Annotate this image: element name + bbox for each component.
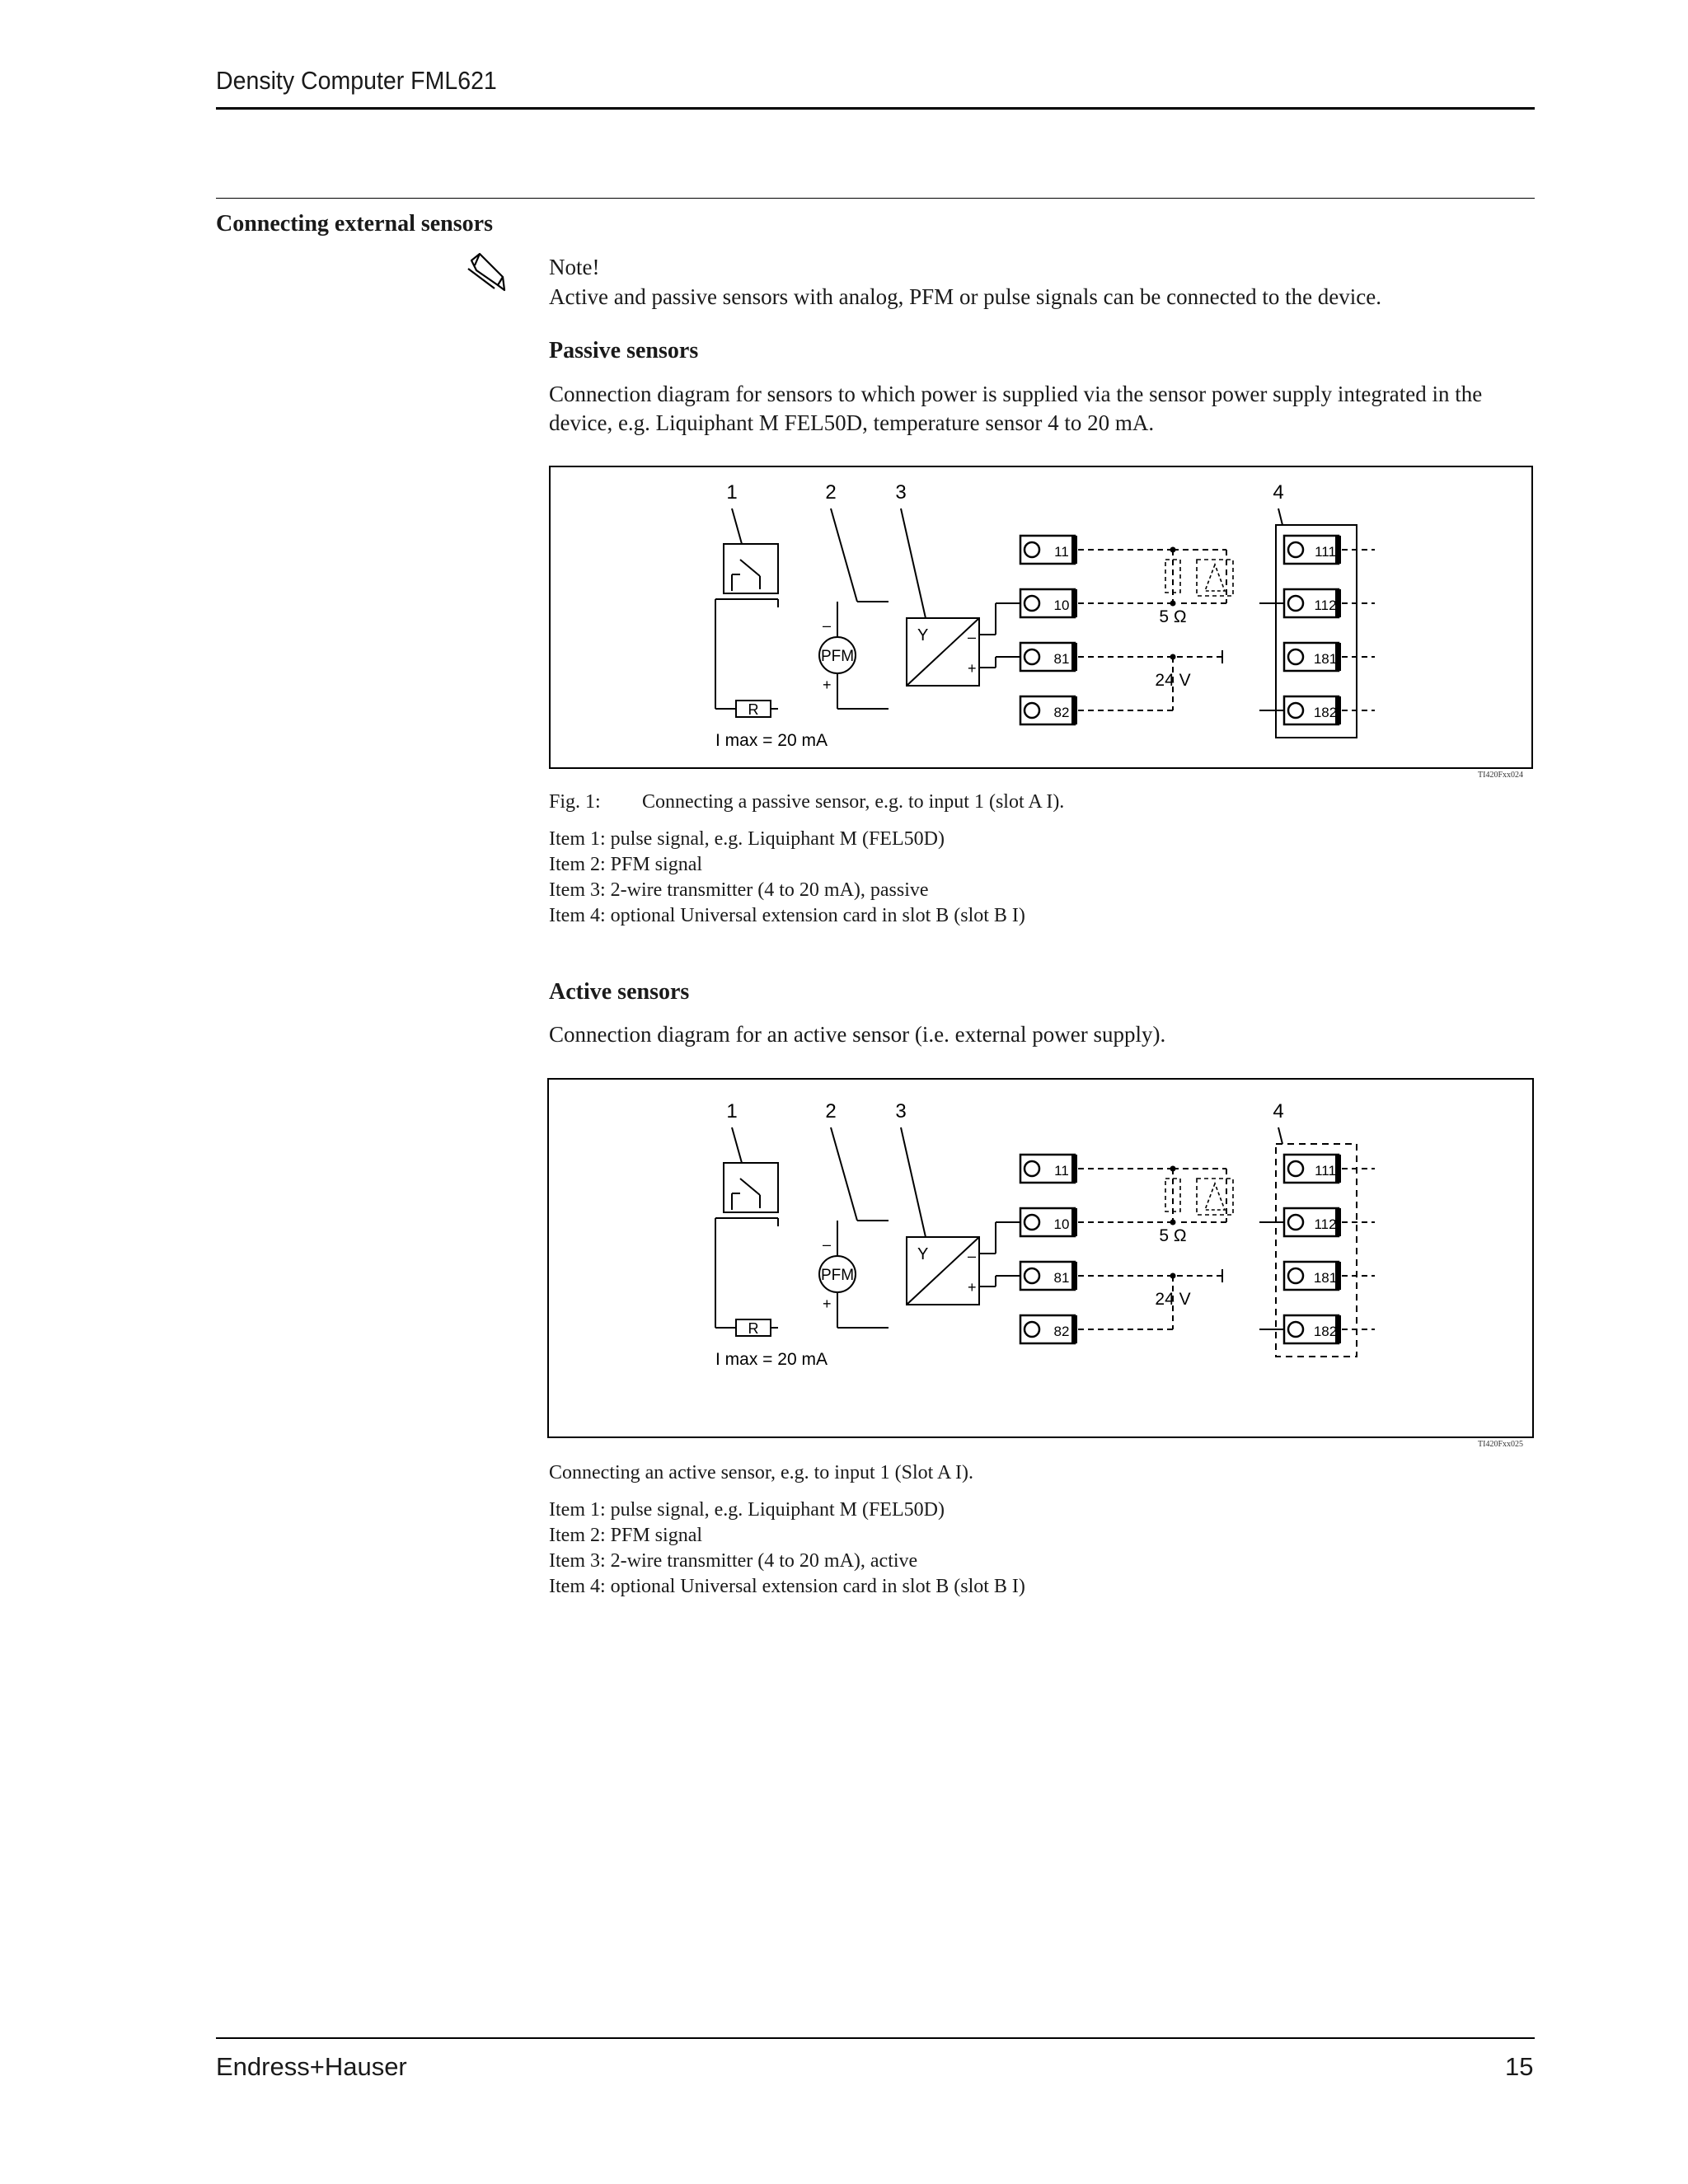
list-item: Item 3: 2-wire transmitter (4 to 20 mA), passive bbox=[549, 879, 929, 901]
transmitter-y-label: Y bbox=[917, 1245, 929, 1263]
terminal-81-label: 81 bbox=[1053, 651, 1070, 667]
passive-fig-caption: Connecting a passive sensor, e.g. to input 1 (slot A I). bbox=[642, 791, 1065, 813]
passive-heading: Passive sensors bbox=[549, 338, 699, 363]
item-number-1: 1 bbox=[726, 481, 738, 504]
resistor-label: R bbox=[748, 701, 759, 718]
current-limit-label: I max = 20 mA bbox=[715, 1350, 828, 1369]
leader-2 bbox=[831, 509, 857, 602]
switch-blade bbox=[740, 1179, 760, 1195]
supply-voltage-label: 24 V bbox=[1155, 1290, 1191, 1309]
terminal-111-bar bbox=[1335, 536, 1341, 564]
terminal-10-bar bbox=[1071, 1208, 1077, 1236]
fig-label: Fig. 1: bbox=[549, 791, 601, 813]
terminal-82-bar bbox=[1071, 696, 1077, 724]
active-items bbox=[549, 1497, 1025, 1600]
passive-intro-line1: Connection diagram for sensors to which power is supplied via the sensor power supply integrated in the bbox=[549, 382, 1483, 406]
list-item: Item 4: optional Universal extension card in slot B (slot B I) bbox=[549, 905, 1025, 926]
passive-connection-diagram bbox=[549, 466, 1533, 769]
pfm-minus: – bbox=[823, 1236, 832, 1253]
item-number-4: 4 bbox=[1273, 1100, 1284, 1122]
optional-unit-triangle bbox=[1205, 1183, 1225, 1210]
terminal-81-label: 81 bbox=[1053, 1270, 1070, 1286]
terminal-10-bar bbox=[1071, 589, 1077, 617]
transmitter-plus: + bbox=[968, 1279, 977, 1296]
active-diagram-group bbox=[715, 1100, 1375, 1369]
document-header-title: Density Computer FML621 bbox=[216, 66, 497, 95]
current-limit-label: I max = 20 mA bbox=[715, 731, 828, 750]
active-diagram-svg bbox=[549, 1080, 1536, 1440]
note-text: Active and passive sensors with analog, PFM or pulse signals can be connected to the device. bbox=[549, 284, 1382, 309]
list-item: Item 3: 2-wire transmitter (4 to 20 mA), active bbox=[549, 1550, 918, 1572]
item-number-4: 4 bbox=[1273, 481, 1284, 504]
item-number-3: 3 bbox=[895, 481, 907, 504]
shunt-value-label: 5 Ω bbox=[1159, 1226, 1187, 1245]
list-item: Item 2: PFM signal bbox=[549, 1525, 703, 1546]
terminal-182-label: 182 bbox=[1313, 705, 1338, 720]
terminal-81-bar bbox=[1071, 1262, 1077, 1290]
terminal-181-label: 181 bbox=[1313, 651, 1338, 667]
leader-4 bbox=[1278, 1127, 1282, 1144]
terminal-182-label: 182 bbox=[1313, 1324, 1338, 1339]
footer-brand: Endress+Hauser bbox=[216, 2052, 407, 2081]
terminal-10-label: 10 bbox=[1053, 1216, 1070, 1232]
pfm-plus: + bbox=[823, 677, 832, 693]
note-pencil-icon bbox=[467, 252, 506, 293]
terminal-112-label: 112 bbox=[1314, 1216, 1337, 1232]
active-heading: Active sensors bbox=[549, 979, 690, 1005]
pfm-label: PFM bbox=[820, 648, 855, 665]
transmitter-minus: – bbox=[968, 629, 977, 645]
active-connection-diagram bbox=[547, 1078, 1534, 1438]
resistor-label: R bbox=[748, 1320, 759, 1337]
node-10 bbox=[1170, 601, 1176, 607]
list-item: Item 1: pulse signal, e.g. Liquiphant M (FEL50D) bbox=[549, 1499, 945, 1521]
leader-2 bbox=[831, 1127, 857, 1221]
passive-items bbox=[549, 827, 1025, 929]
active-intro: Connection diagram for an active sensor (i.e. external power supply). bbox=[549, 1022, 1166, 1047]
leader-1 bbox=[732, 509, 742, 544]
page-number: 15 bbox=[1505, 2052, 1534, 2081]
terminal-11-bar bbox=[1071, 1155, 1077, 1183]
pfm-minus: – bbox=[823, 617, 832, 634]
leader-1 bbox=[732, 1127, 742, 1163]
terminal-111-label: 111 bbox=[1315, 544, 1336, 560]
terminal-82-label: 82 bbox=[1053, 705, 1070, 720]
supply-voltage-label: 24 V bbox=[1155, 671, 1191, 690]
pfm-label: PFM bbox=[820, 1267, 855, 1284]
terminal-11-bar bbox=[1071, 536, 1077, 564]
leader-3 bbox=[901, 1127, 926, 1237]
section-rule bbox=[216, 198, 1535, 199]
active-figure-id: TI420Fxx025 bbox=[1478, 1440, 1523, 1449]
node-10 bbox=[1170, 1220, 1176, 1226]
transmitter-minus: – bbox=[968, 1248, 977, 1264]
item-number-2: 2 bbox=[825, 481, 837, 504]
leader-3 bbox=[901, 509, 926, 618]
list-item: Item 4: optional Universal extension card in slot B (slot B I) bbox=[549, 1576, 1025, 1597]
pfm-plus: + bbox=[823, 1296, 832, 1312]
terminal-181-label: 181 bbox=[1313, 1270, 1338, 1286]
leader-4 bbox=[1278, 509, 1282, 525]
item-number-2: 2 bbox=[825, 1100, 837, 1122]
terminal-112-label: 112 bbox=[1314, 598, 1337, 613]
list-item: Item 2: PFM signal bbox=[549, 854, 703, 875]
terminal-10-label: 10 bbox=[1053, 598, 1070, 613]
terminal-111-label: 111 bbox=[1315, 1163, 1336, 1179]
header-rule bbox=[216, 107, 1535, 110]
terminal-82-label: 82 bbox=[1053, 1324, 1070, 1339]
terminal-81-bar bbox=[1071, 643, 1077, 671]
passive-diagram-svg bbox=[551, 467, 1535, 771]
transmitter-plus: + bbox=[968, 660, 977, 677]
item-number-1: 1 bbox=[726, 1100, 738, 1122]
active-fig-caption: Connecting an active sensor, e.g. to input 1 (Slot A I). bbox=[549, 1462, 973, 1483]
terminal-11-label: 11 bbox=[1054, 1163, 1069, 1179]
switch-blade bbox=[740, 560, 760, 576]
item-number-3: 3 bbox=[895, 1100, 907, 1122]
terminal-111-bar bbox=[1335, 1155, 1341, 1183]
section-title: Connecting external sensors bbox=[216, 211, 493, 237]
shunt-value-label: 5 Ω bbox=[1159, 607, 1187, 626]
optional-unit-triangle bbox=[1205, 565, 1225, 591]
passive-figure-id: TI420Fxx024 bbox=[1478, 771, 1523, 780]
footer-rule bbox=[216, 2037, 1535, 2039]
list-item: Item 1: pulse signal, e.g. Liquiphant M (FEL50D) bbox=[549, 828, 945, 850]
note-label: Note! bbox=[549, 255, 600, 279]
passive-intro-line2: device, e.g. Liquiphant M FEL50D, temperature sensor 4 to 20 mA. bbox=[549, 410, 1155, 435]
terminal-82-bar bbox=[1071, 1315, 1077, 1343]
terminal-11-label: 11 bbox=[1054, 544, 1069, 560]
transmitter-y-label: Y bbox=[917, 626, 929, 644]
